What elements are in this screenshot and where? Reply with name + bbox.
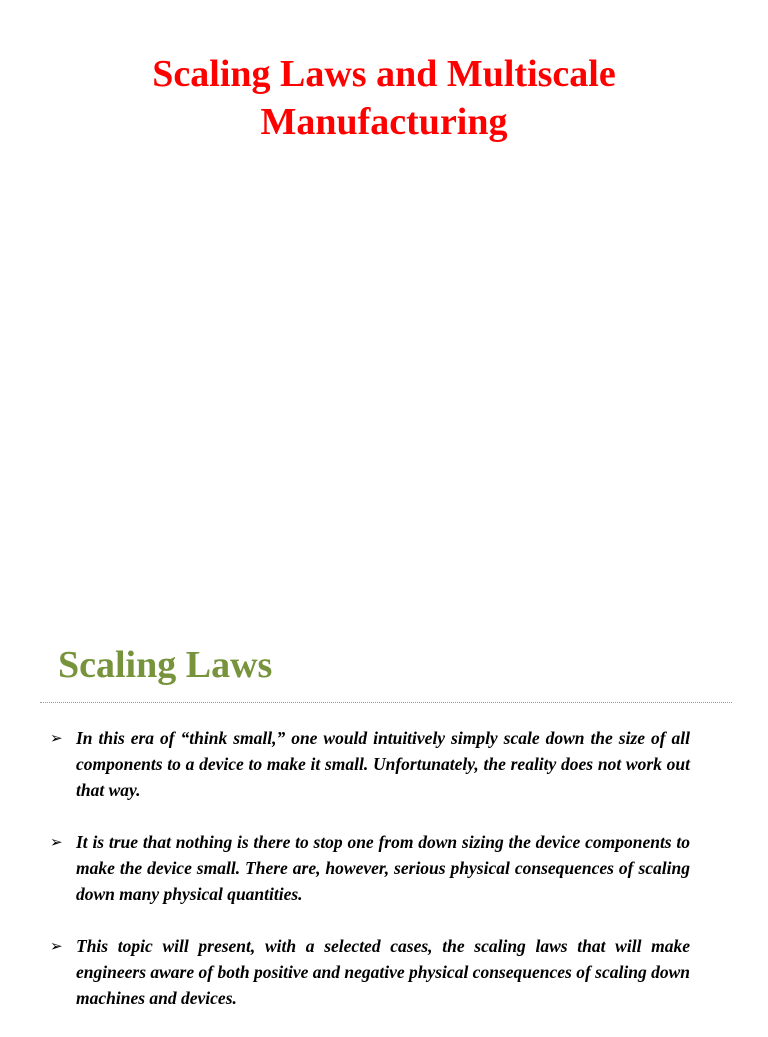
arrow-bullet-icon: ➢ — [50, 937, 63, 955]
slide-title — [0, 50, 768, 146]
list-item — [50, 725, 690, 803]
bullet-text: It is true that nothing is there to stop one from down sizing the device components to make the device small. There are, however, serious physical consequences of scaling down many physical quantities. — [76, 832, 690, 904]
bullet-text: This topic will present, with a selected cases, the scaling laws that will make engineers aware of both positive and negative physical consequences of scaling down machines and devices. — [76, 936, 690, 1008]
slide-title-line-2: Manufacturing — [260, 101, 508, 143]
list-item — [50, 933, 690, 1011]
section-heading: Scaling Laws — [58, 644, 273, 686]
arrow-bullet-icon: ➢ — [50, 729, 63, 747]
bullet-text: In this era of “think small,” one would intuitively simply scale down the size of all components to a device to make it small. Unfortunately, the reality does not work out that way. — [76, 728, 690, 800]
bullet-list — [50, 725, 690, 1037]
list-item — [50, 829, 690, 907]
arrow-bullet-icon: ➢ — [50, 833, 63, 851]
section-divider — [40, 702, 732, 703]
slide-title-line-1: Scaling Laws and Multiscale — [152, 53, 616, 95]
